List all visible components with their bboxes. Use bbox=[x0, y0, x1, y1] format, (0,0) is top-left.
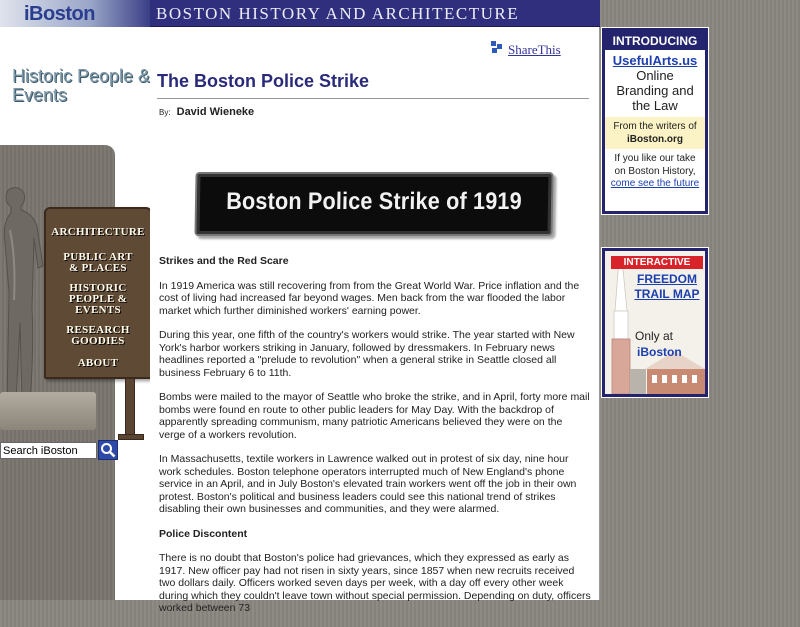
author-name: David Wieneke bbox=[176, 106, 255, 118]
share-link[interactable]: ShareThis bbox=[508, 42, 561, 57]
nav-architecture[interactable]: ARCHITECTURE bbox=[51, 226, 145, 238]
signpost bbox=[125, 378, 135, 436]
statue-pedestal bbox=[0, 392, 96, 430]
byline bbox=[159, 106, 254, 118]
logo-bar bbox=[0, 0, 150, 27]
ad-like-text: If you like our take on Boston History, bbox=[614, 153, 696, 177]
paragraph: There is no doubt that Boston's police had grievances, which they expressed as early as 1917. New officer pay had not risen in sixty years, since 1857 when new recruits received two dollars daily. Officers worked seven days per week, with a day off every other week during which they couldn't leave town without special permission. Depending on duty, officers worked between 73 bbox=[159, 552, 591, 614]
title-divider bbox=[157, 98, 589, 99]
search-button[interactable] bbox=[98, 440, 118, 460]
site-logo[interactable]: iBoston bbox=[24, 3, 95, 25]
ad-site: iBoston bbox=[637, 345, 682, 359]
ad-only-at: Only at bbox=[635, 329, 674, 343]
paragraph: During this year, one fifth of the country's workers would strike. The year started with New York's harbor workers striking in January, followed by dressmakers. In February news headlines reported a "prelude to revolution" when a general strike in Seattle closed all business February 6 to 11th. bbox=[159, 329, 575, 379]
nav-about[interactable]: ABOUT bbox=[77, 357, 119, 369]
paragraph: In 1919 America was still recovering from from the Great World War. Price inflation and the cost of living had increased far beyond wages. Men back from the war flooded the labor market which further diminished workers' earning power. bbox=[159, 279, 580, 317]
statue-image bbox=[0, 185, 45, 410]
nav-public-art[interactable]: PUBLIC ART & PLACES bbox=[63, 251, 133, 274]
freedom-trail-ad[interactable] bbox=[602, 248, 708, 397]
banner-text: Boston Police Strike of 1919 bbox=[226, 188, 523, 215]
freedom-trail-link[interactable]: FREEDOM TRAIL MAP bbox=[634, 272, 700, 301]
signpost-foot bbox=[118, 434, 144, 440]
share-icon[interactable] bbox=[491, 41, 503, 53]
byline-label: By: bbox=[159, 108, 171, 117]
ad-future-link[interactable]: come see the future bbox=[610, 178, 700, 189]
ad-writers-prefix: From the writers of bbox=[613, 121, 697, 132]
nav-research[interactable]: RESEARCH GOODIES bbox=[66, 324, 130, 347]
nav-historic-people[interactable]: HISTORIC PEOPLE & EVENTS bbox=[68, 282, 128, 316]
paragraph: In Massachusetts, textile workers in Lawrence walked out in protest of six day, nine hour work schedules. Boston telephone operators interrupted much of New England's phone service in an April, and in July Boston's elevated train workers went off the job in their own protest. Boston's political and business leaders could see this national trend of strikes disabling their own businesses and communities, and they were alarmed. bbox=[159, 453, 577, 515]
site-title: BOSTON HISTORY AND ARCHITECTURE bbox=[156, 4, 520, 23]
main-content bbox=[150, 27, 600, 614]
ad-writers bbox=[605, 117, 705, 149]
section-heading: Historic People & Events bbox=[12, 66, 151, 105]
section-heading-police: Police Discontent bbox=[159, 527, 248, 540]
left-column bbox=[0, 0, 150, 600]
article-body bbox=[159, 255, 591, 627]
site-header bbox=[150, 0, 600, 27]
search-icon bbox=[99, 441, 117, 459]
section-heading-strikes: Strikes and the Red Scare bbox=[159, 255, 289, 267]
nav-signboard bbox=[44, 207, 152, 379]
usefularts-ad[interactable] bbox=[602, 28, 708, 214]
ad-writers-site: iBoston.org bbox=[626, 134, 684, 145]
paragraph: Bombs were mailed to the mayor of Seattle who broke the strike, and in April, forty more mail bombs were found en route to other public leaders for May Day. With the backdrop of apparently spreading communism, many patriotic Americans believed they were on the verge of a workers revolution. bbox=[159, 391, 590, 441]
article-banner bbox=[194, 172, 553, 236]
article-title: The Boston Police Strike bbox=[157, 71, 370, 91]
ad-subtitle: Online Branding and the Law bbox=[616, 68, 694, 113]
ad-tag: INTERACTIVE bbox=[611, 256, 703, 269]
ad-heading: INTRODUCING bbox=[605, 31, 705, 50]
search-input[interactable] bbox=[0, 442, 97, 459]
ad-like bbox=[605, 149, 705, 191]
ad-brand-link[interactable]: UsefulArts.us bbox=[612, 53, 698, 68]
